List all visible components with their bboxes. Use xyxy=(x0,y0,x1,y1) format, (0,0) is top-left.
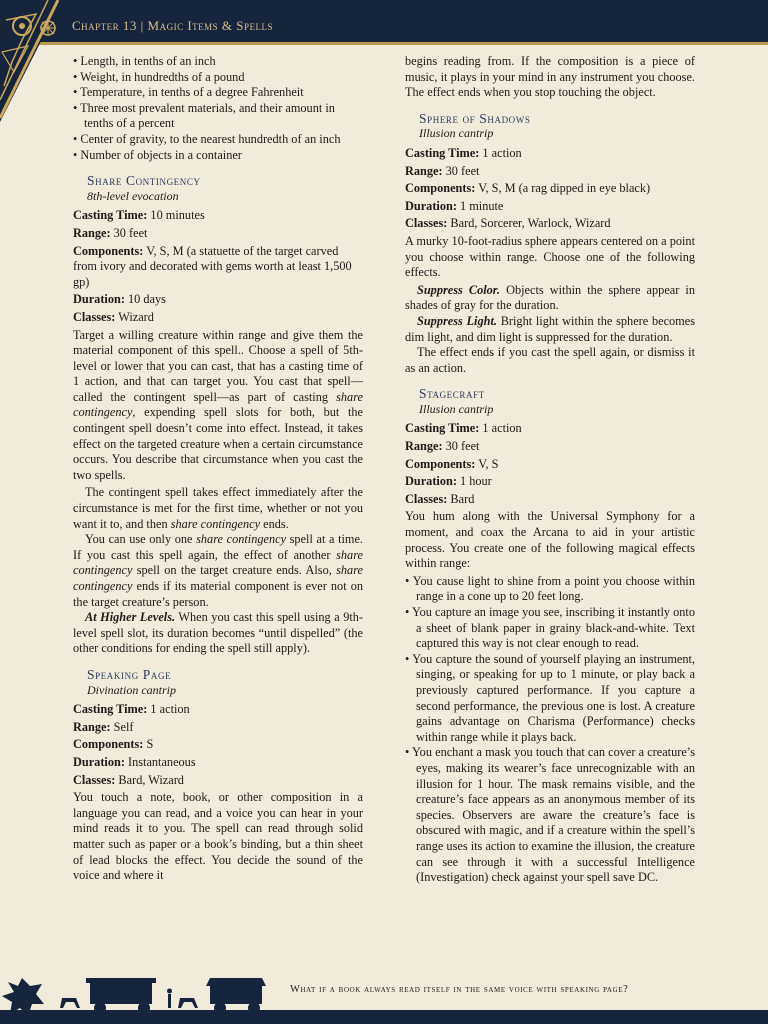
classes: Classes: Wizard xyxy=(73,309,154,324)
higher-levels: At Higher Levels. When you cast this spell using a 9th-level spell slot, its duration becomes “until dispelled” (the other conditions for ending the spell still apply). xyxy=(73,610,364,656)
spell-description: The effect ends if you cast the spell again, or dismiss it as an action. xyxy=(405,345,695,375)
list-item: • Length, in tenths of an inch xyxy=(73,54,363,70)
range: Range: 30 feet xyxy=(405,439,480,454)
spell-description: A murky 10-foot-radius sphere appears centered on a point you choose within range. Choose one of the following effects. xyxy=(405,233,695,280)
components: Components: V, S, M (a rag dipped in eye black) xyxy=(405,181,651,196)
duration: Duration: 10 days xyxy=(73,292,166,307)
classes: Classes: Bard xyxy=(405,491,475,506)
spell-description: Target a willing creature within range and give them the material component of this spell.. Choose a spell of 5th-level or lower that you can cast, that has a casting time of 1 action, and that can target you. You cast that spell—called the contingent spell—as part of casting share contingency, expending spell slots for both, but the contingent spell doesn’t come into effect. Instead, it takes effect on the targeted creature when a certain circumstance occurs. You describe that circumstance when you cast the two spells. xyxy=(73,327,363,482)
classes: Classes: Bard, Sorcerer, Warlock, Wizard xyxy=(405,216,611,231)
spell-school: Illusion cantrip xyxy=(419,126,494,141)
spell-school: Divination cantrip xyxy=(87,682,176,697)
list-item: • You capture an image you see, inscribing it instantly onto a sheet of blank paper in grainy black-and-white. Text captured this way is not clear enough to read. xyxy=(405,605,695,652)
right-column xyxy=(405,54,695,890)
list-item: • Center of gravity, to the nearest hundredth of an inch xyxy=(73,132,363,148)
range: Range: 30 feet xyxy=(73,225,148,240)
spell-description: The contingent spell takes effect immediately after the circumstance is met for the first time, whether or not you want it to, and then share contingency ends. xyxy=(73,485,363,531)
range: Range: 30 feet xyxy=(405,163,480,178)
components: Components: V, S xyxy=(405,456,499,471)
spell-description-continued: begins reading from. If the composition is a piece of music, it plays in your mind in any instrument you choose. The effect ends when you stop touching the object. xyxy=(405,54,695,100)
list-item: • Number of objects in a container xyxy=(73,148,363,164)
casting-time: Casting Time: 1 action xyxy=(405,145,522,160)
list-item: • Temperature, in tenths of a degree Fahrenheit xyxy=(73,85,363,101)
classes: Classes: Bard, Wizard xyxy=(73,772,184,787)
list-item: • You enchant a mask you touch that can cover a creature’s eyes, making its wearer’s face unrecognizable with an illusion for 1 hour. The mask remains visible, and the creature’s face appears as an anonymous member of its species. Observers are aware the creature’s face is obscured with magic, and if a creature within the spell’s range uses its action to examine the illusion, the creature can see through it with a successful Intelligence (Investigation) check against your spell save DC. xyxy=(405,745,695,885)
range: Range: Self xyxy=(73,719,134,734)
measurement-list xyxy=(73,54,363,163)
spell-title-sphere-of-shadows: Sphere of Shadows xyxy=(419,110,531,126)
spell-title-stagecraft: Stagecraft xyxy=(419,386,485,402)
list-item: • You capture the sound of yourself playing an instrument, singing, or speaking for up to 1 minute, or play back a previously captured performance. If you capture a second performance, the previous one is lost. A creature gains advantage on Charisma (Performance) checks within range while it plays back. xyxy=(405,652,695,746)
suppress-color: Suppress Color. Objects within the sphere appear in shades of gray for the duration. xyxy=(405,282,695,313)
spell-description: You hum along with the Universal Symphony for a moment, and coax the Arcana to aid in your artistic process. You create one of the following magical effects within range: xyxy=(405,509,695,571)
spell-title-share-contingency: Share Contingency xyxy=(87,173,201,189)
left-column xyxy=(73,54,363,886)
spell-title-speaking-page: Speaking Page xyxy=(87,666,172,682)
spell-school: 8th-level evocation xyxy=(87,188,179,203)
duration: Duration: 1 minute xyxy=(405,198,504,213)
casting-time: Casting Time: 10 minutes xyxy=(73,208,205,223)
duration: Duration: 1 hour xyxy=(405,474,492,489)
list-item: • Three most prevalent materials, and their amount in tenths of a percent xyxy=(73,101,363,132)
chapter-title: Chapter 13 | Magic Items & Spells xyxy=(72,18,274,33)
page-number: 390 xyxy=(14,990,32,1004)
list-item: • Weight, in hundredths of a pound xyxy=(73,70,363,86)
caravan-silhouette-icon xyxy=(0,964,290,1024)
spell-description: You can use only one share contingency spell at a time. If you cast this spell again, the effect of another share contingency spell on the target creature ends. Also, share contingency ends if its material component is ever not on the target creature’s person. xyxy=(73,532,363,609)
components: Components: V, S, M (a statuette of the target carved from ivory and decorated with gems worth at least 1,500 gp) xyxy=(73,243,352,289)
suppress-light: Suppress Light. Bright light within the sphere becomes dim light, and dim light is suppressed for the duration. xyxy=(405,313,695,344)
spell-description: You touch a note, book, or other composition in a language you can read, and a voice you can hear in your mind reads it to you. The spell can read through solid matter such as paper or a book’s binding, but a thin sheet of lead blocks the effect. You decide the sound of the voice and where it xyxy=(73,790,363,883)
stagecraft-effects xyxy=(405,574,695,886)
components: Components: S xyxy=(73,737,154,752)
casting-time: Casting Time: 1 action xyxy=(405,421,522,436)
casting-time: Casting Time: 1 action xyxy=(73,702,190,717)
list-item: • You cause light to shine from a point you choose within range in a cone up to 20 feet long. xyxy=(405,574,695,605)
spell-school: Illusion cantrip xyxy=(419,401,494,416)
duration: Duration: Instantaneous xyxy=(73,754,196,769)
footnote: What if a book always read itself in the same voice with speaking page? xyxy=(290,984,629,995)
